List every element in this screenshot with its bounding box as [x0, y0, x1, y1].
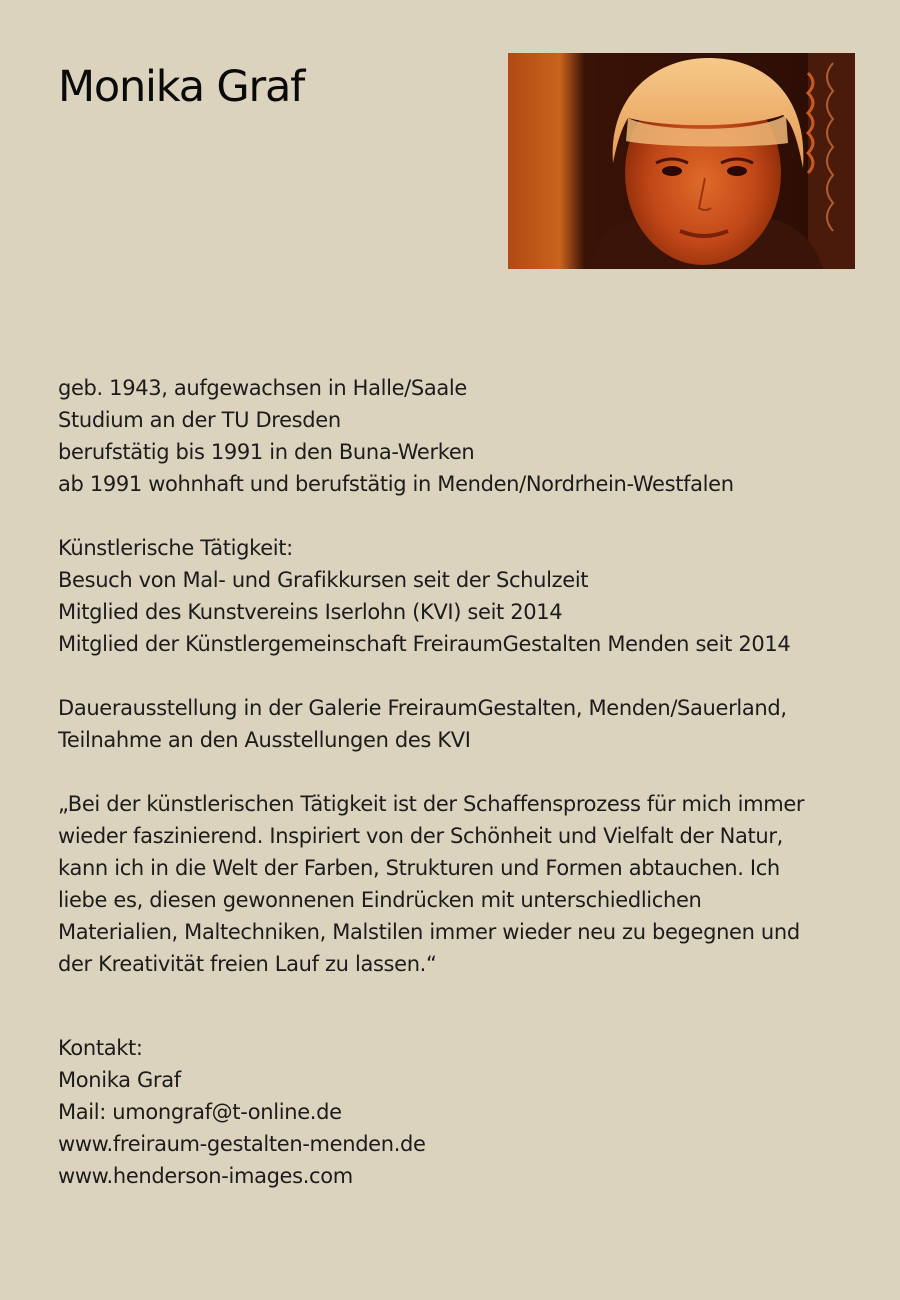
quote-line: liebe es, diesen gewonnenen Eindrücken mit unterschiedlichen: [58, 888, 702, 912]
bio-content: [58, 372, 858, 1192]
portrait-photo: [508, 53, 855, 269]
contact-website-link[interactable]: www.henderson-images.com: [58, 1164, 353, 1188]
activity-line: Besuch von Mal- und Grafikkursen seit der Schulzeit: [58, 568, 589, 592]
quote-line: „Bei der künstlerischen Tätigkeit ist der Schaffensprozess für mich immer: [58, 792, 805, 816]
page-title: Monika Graf: [58, 62, 305, 112]
quote-section: [58, 788, 858, 980]
quote-line: wieder faszinierend. Inspiriert von der Schönheit und Vielfalt der Natur,: [58, 824, 783, 848]
contact-name: Monika Graf: [58, 1068, 181, 1092]
contact-website-link[interactable]: www.freiraum-gestalten-menden.de: [58, 1132, 426, 1156]
exhibition-line: Dauerausstellung in der Galerie FreiraumGestalten, Menden/Sauerland,: [58, 696, 787, 720]
contact-mail[interactable]: Mail: umongraf@t-online.de: [58, 1100, 342, 1124]
bio-line: geb. 1943, aufgewachsen in Halle/Saale: [58, 376, 467, 400]
quote-line: kann ich in die Welt der Farben, Strukturen und Formen abtauchen. Ich: [58, 856, 780, 880]
activity-section: [58, 532, 858, 660]
bio-line: berufstätig bis 1991 in den Buna-Werken: [58, 440, 475, 464]
activity-heading: Künstlerische Tätigkeit:: [58, 536, 293, 560]
bio-section: [58, 372, 858, 500]
bio-line: ab 1991 wohnhaft und berufstätig in Menden/Nordrhein-Westfalen: [58, 472, 734, 496]
activity-line: Mitglied des Kunstvereins Iserlohn (KVI) seit 2014: [58, 600, 563, 624]
bio-line: Studium an der TU Dresden: [58, 408, 341, 432]
contact-heading: Kontakt:: [58, 1036, 143, 1060]
contact-section: [58, 1032, 858, 1192]
exhibition-line: Teilnahme an den Ausstellungen des KVI: [58, 728, 471, 752]
quote-line: der Kreativität freien Lauf zu lassen.“: [58, 952, 437, 976]
quote-line: Materialien, Maltechniken, Malstilen immer wieder neu zu begegnen und: [58, 920, 800, 944]
exhibitions-section: [58, 692, 858, 756]
activity-line: Mitglied der Künstlergemeinschaft FreiraumGestalten Menden seit 2014: [58, 632, 791, 656]
